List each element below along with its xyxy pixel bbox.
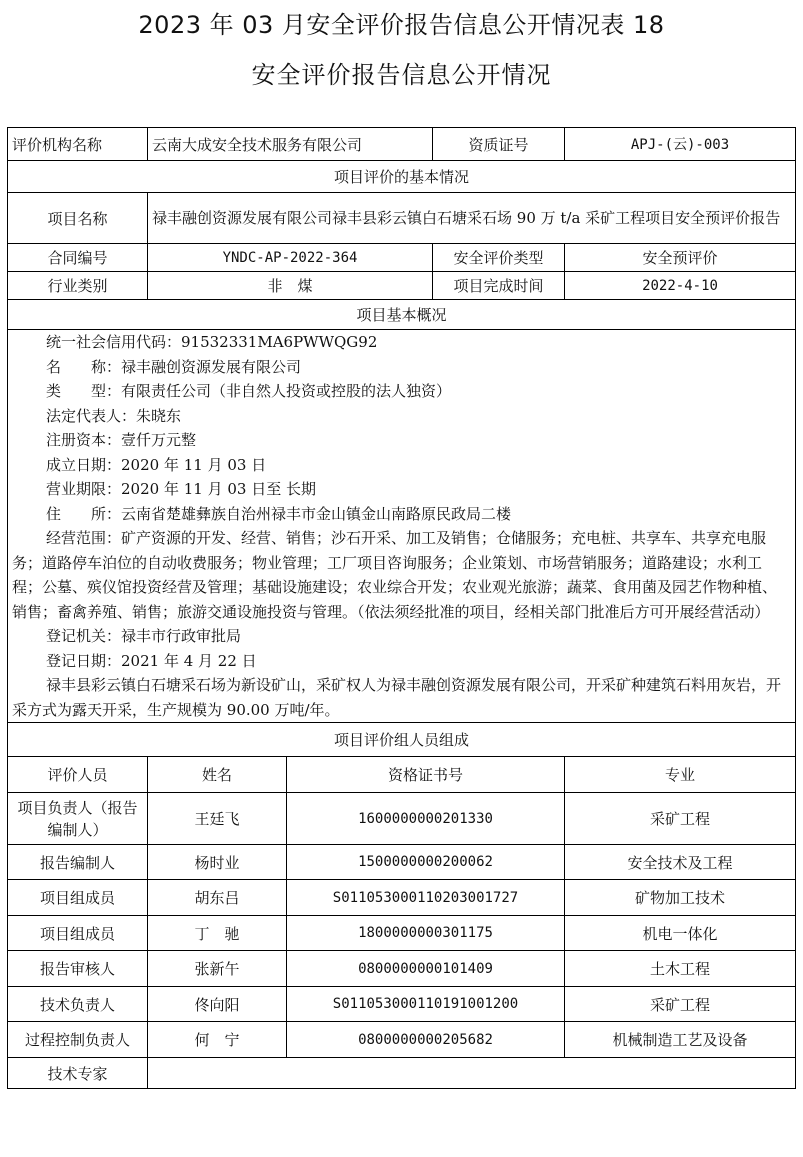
- credit-code-line: 统一社会信用代码：91532331MA6PWWQG92: [46, 333, 378, 351]
- org-label: 评价机构名称: [8, 128, 148, 161]
- member-major: 矿物加工技术: [565, 880, 796, 916]
- member-name: 王廷飞: [148, 793, 287, 845]
- member-major: 机械制造工艺及设备: [565, 1022, 796, 1058]
- industry-label: 行业类别: [8, 272, 148, 300]
- overview-body: [8, 330, 796, 723]
- completion-label: 项目完成时间: [433, 272, 565, 300]
- basic-section-heading: 项目评价的基本情况: [8, 161, 796, 193]
- member-cert: 1800000000301175: [287, 916, 565, 951]
- team-section-heading: 项目评价组人员组成: [8, 723, 796, 757]
- member-role: 过程控制负责人: [8, 1022, 148, 1058]
- registry-date-line: 登记日期：2021 年 4 月 22 日: [46, 651, 257, 670]
- overview-section-row: [8, 300, 796, 330]
- col-header-cert: 资格证书号: [287, 757, 565, 793]
- experts-row: [8, 1058, 796, 1089]
- completion-value: 2022-4-10: [565, 272, 796, 300]
- legal-rep-line: 法定代表人：朱晓东: [46, 406, 182, 425]
- member-role: 项目组成员: [8, 916, 148, 951]
- industry-value: 非 煤: [148, 272, 433, 300]
- member-major: 安全技术及工程: [565, 845, 796, 880]
- member-major: 土木工程: [565, 951, 796, 987]
- project-name-value: 禄丰融创资源发展有限公司禄丰县彩云镇白石塘采石场 90 万 t/a 采矿工程项目安全预评价报告: [148, 193, 796, 244]
- eval-type-value: 安全预评价: [565, 244, 796, 272]
- table-row: [8, 1022, 796, 1058]
- contract-row: [8, 244, 796, 272]
- member-name: 张新午: [148, 951, 287, 987]
- mine-summary-paragraph: 禄丰县彩云镇白石塘采石场为新设矿山，采矿权人为禄丰融创资源发展有限公司，开采矿种建筑石料用灰岩，开采方式为露天开采，生产规模为 90.00 万吨/年。: [12, 676, 782, 719]
- overview-row: [8, 330, 796, 723]
- team-header-row: [8, 757, 796, 793]
- contract-label: 合同编号: [8, 244, 148, 272]
- member-cert: S011053000110203001727: [287, 880, 565, 916]
- member-cert: 1500000000200062: [287, 845, 565, 880]
- member-name: 杨时业: [148, 845, 287, 880]
- term-line: 营业期限：2020 年 11 月 03 日至 长期: [46, 480, 316, 498]
- member-major: 采矿工程: [565, 987, 796, 1022]
- table-row: [8, 845, 796, 880]
- header-row: [8, 128, 796, 161]
- table-row: [8, 987, 796, 1022]
- table-row: [8, 793, 796, 845]
- disclosure-table: [7, 127, 796, 1089]
- company-type-line: 类 型：有限责任公司（非自然人投资或控股的法人独资）: [46, 382, 452, 400]
- member-name: 胡东吕: [148, 880, 287, 916]
- eval-type-label: 安全评价类型: [433, 244, 565, 272]
- table-row: [8, 951, 796, 987]
- experts-label: 技术专家: [8, 1058, 148, 1089]
- capital-line: 注册资本：壹仟万元整: [46, 431, 197, 449]
- member-role: 项目组成员: [8, 880, 148, 916]
- established-line: 成立日期：2020 年 11 月 03 日: [46, 455, 267, 474]
- company-name-line: 名 称：禄丰融创资源发展有限公司: [46, 357, 302, 376]
- member-role: 技术负责人: [8, 987, 148, 1022]
- member-name: 丁 驰: [148, 916, 287, 951]
- table-row: [8, 880, 796, 916]
- table-row: [8, 916, 796, 951]
- project-name-row: [8, 193, 796, 244]
- org-value: 云南大成安全技术服务有限公司: [148, 128, 433, 161]
- member-cert: 0800000000101409: [287, 951, 565, 987]
- business-scope-paragraph: 经营范围：矿产资源的开发、经营、销售；沙石开采、加工及销售；仓储服务；充电桩、共享车、共享充电服务；道路停车泊位的自动收费服务；物业管理；工厂项目咨询服务；企业策划、市场营销服务；道路建设；水利工程；公墓、殡仪馆投资经营及管理；基础设施建设；农业综合开发；农业观光旅游；蔬菜、食用菌及园艺作物种植、销售；畜禽养殖、销售；旅游交通设施投资与管理。（依法须经批准的项目，经相关部门批准后方可开展经营活动）: [12, 529, 778, 621]
- industry-row: [8, 272, 796, 300]
- document-title: 2023 年 03 月安全评价报告信息公开情况表 18: [138, 11, 665, 39]
- overview-section-heading: 项目基本概况: [8, 300, 796, 330]
- address-line: 住 所：云南省楚雄彝族自治州禄丰市金山镇金山南路原民政局二楼: [46, 504, 512, 523]
- col-header-name: 姓名: [148, 757, 287, 793]
- cert-label: 资质证号: [433, 128, 565, 161]
- col-header-role: 评价人员: [8, 757, 148, 793]
- cert-value: APJ-(云)-003: [565, 128, 796, 161]
- member-major: 机电一体化: [565, 916, 796, 951]
- member-name: 何 宁: [148, 1022, 287, 1058]
- member-role: 报告编制人: [8, 845, 148, 880]
- col-header-major: 专业: [565, 757, 796, 793]
- member-cert: S011053000110191001200: [287, 987, 565, 1022]
- project-name-label: 项目名称: [8, 193, 148, 244]
- basic-section-row: [8, 161, 796, 193]
- member-major: 采矿工程: [565, 793, 796, 845]
- member-cert: 0800000000205682: [287, 1022, 565, 1058]
- member-role: 项目负责人（报告编制人）: [8, 793, 148, 845]
- registry-line: 登记机关：禄丰市行政审批局: [46, 627, 242, 645]
- member-name: 佟向阳: [148, 987, 287, 1022]
- team-section-row: [8, 723, 796, 757]
- member-role: 报告审核人: [8, 951, 148, 987]
- document-subtitle: 安全评价报告信息公开情况: [251, 61, 552, 89]
- contract-value: YNDC-AP-2022-364: [148, 244, 433, 272]
- member-cert: 1600000000201330: [287, 793, 565, 845]
- experts-value: [148, 1058, 796, 1089]
